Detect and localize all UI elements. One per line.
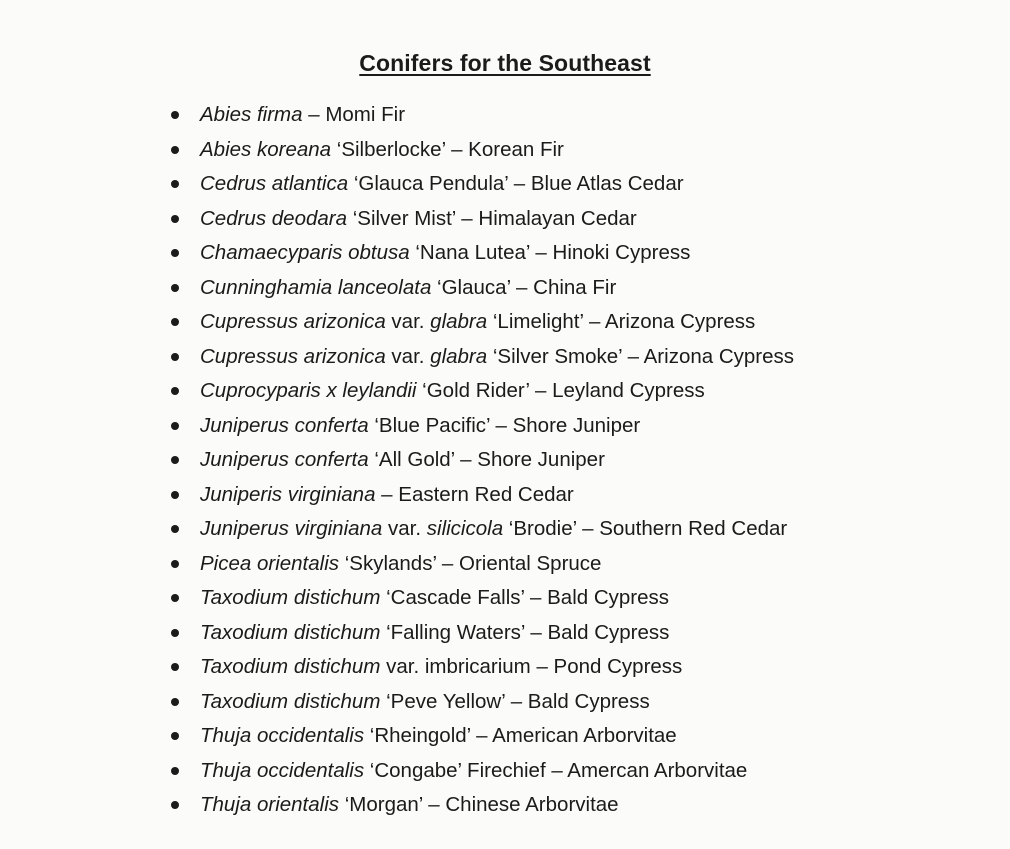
bullet-icon bbox=[171, 491, 179, 499]
list-item bbox=[170, 650, 794, 685]
cultivar-common-name-text: ‘Silberlocke’ – Korean Fir bbox=[331, 137, 564, 161]
list-item bbox=[170, 409, 794, 444]
scientific-name-text: Taxodium distichum bbox=[200, 655, 381, 678]
cultivar-common-name-text: ‘Limelight’ – Arizona Cypress bbox=[487, 310, 756, 333]
scientific-name-text: Thuja occidentalis bbox=[200, 758, 365, 782]
cultivar-common-name-text: ‘Rheingold’ – American Arborvitae bbox=[364, 724, 677, 747]
scientific-name-text: Abies firma bbox=[200, 103, 303, 126]
scientific-name-text: Juniperus virginiana bbox=[200, 517, 383, 540]
cultivar-common-name-text: ‘Skylands’ – Oriental Spruce bbox=[339, 551, 602, 575]
bullet-icon bbox=[171, 629, 179, 637]
scientific-name-text: Cupressus arizonica bbox=[200, 310, 386, 333]
list-item bbox=[170, 581, 794, 616]
scientific-name-text: Picea orientalis bbox=[200, 551, 340, 575]
bullet-icon bbox=[171, 767, 179, 775]
bullet-icon bbox=[171, 698, 179, 706]
list-item bbox=[170, 547, 794, 582]
bullet-icon bbox=[171, 146, 179, 154]
scientific-name-text: glabra bbox=[430, 344, 488, 368]
cultivar-common-name-text: ‘Blue Pacific’ – Shore Juniper bbox=[368, 413, 641, 437]
cultivar-common-name-text: var. imbricarium – Pond Cypress bbox=[380, 655, 683, 678]
cultivar-common-name-text: ‘Glauca’ – China Fir bbox=[431, 275, 617, 299]
list-item bbox=[170, 685, 794, 720]
bullet-icon bbox=[171, 801, 179, 809]
cultivar-common-name-text: ‘All Gold’ – Shore Juniper bbox=[368, 448, 605, 471]
cultivar-common-name-text: ‘Brodie’ – Southern Red Cedar bbox=[503, 517, 788, 540]
scientific-name-text: Taxodium distichum bbox=[200, 689, 381, 713]
scientific-name-text: Thuja occidentalis bbox=[200, 724, 365, 747]
scientific-name-text: Thuja orientalis bbox=[200, 793, 340, 816]
cultivar-common-name-text: ‘Falling Waters’ – Bald Cypress bbox=[380, 620, 670, 644]
list-item bbox=[170, 236, 794, 271]
bullet-icon bbox=[171, 732, 179, 740]
bullet-icon bbox=[171, 111, 179, 119]
bullet-icon bbox=[171, 387, 179, 395]
scientific-name-text: Taxodium distichum bbox=[200, 586, 381, 609]
bullet-icon bbox=[171, 249, 179, 257]
cultivar-common-name-text: var. bbox=[382, 517, 427, 540]
list-item bbox=[170, 340, 794, 375]
scientific-name-text: silicicola bbox=[426, 517, 504, 540]
list-item bbox=[170, 374, 794, 409]
scientific-name-text: Juniperis virginiana bbox=[200, 482, 376, 506]
list-item bbox=[170, 443, 794, 478]
scientific-name-text: Cuprocyparis x leylandii bbox=[200, 379, 417, 402]
cultivar-common-name-text: ‘Gold Rider’ – Leyland Cypress bbox=[416, 379, 705, 402]
bullet-icon bbox=[171, 318, 179, 326]
scientific-name-text: glabra bbox=[430, 310, 488, 333]
cultivar-common-name-text: var. bbox=[385, 310, 431, 333]
scientific-name-text: Cedrus atlantica bbox=[200, 172, 349, 195]
bullet-icon bbox=[171, 560, 179, 568]
scientific-name-text: Chamaecyparis obtusa bbox=[200, 241, 410, 264]
cultivar-common-name-text: ‘Peve Yellow’ – Bald Cypress bbox=[380, 689, 650, 713]
list-item bbox=[170, 167, 794, 202]
scientific-name-text: Abies koreana bbox=[200, 137, 332, 161]
list-item bbox=[170, 271, 794, 306]
cultivar-common-name-text: ‘Congabe’ Firechief – Amercan Arborvitae bbox=[364, 758, 748, 782]
scientific-name-text: Taxodium distichum bbox=[200, 620, 381, 644]
cultivar-common-name-text: – Momi Fir bbox=[302, 103, 406, 126]
scientific-name-text: Cedrus deodara bbox=[200, 206, 348, 230]
cultivar-common-name-text: ‘Silver Smoke’ – Arizona Cypress bbox=[487, 344, 795, 368]
bullet-icon bbox=[171, 525, 179, 533]
bullet-icon bbox=[171, 284, 179, 292]
cultivar-common-name-text: ‘Glauca Pendula’ – Blue Atlas Cedar bbox=[348, 172, 684, 195]
list-item bbox=[170, 133, 794, 168]
scientific-name-text: Juniperus conferta bbox=[200, 413, 369, 437]
scientific-name-text: Cunninghamia lanceolata bbox=[200, 275, 432, 299]
list-item bbox=[170, 788, 794, 823]
bullet-icon bbox=[171, 215, 179, 223]
list-item bbox=[170, 98, 794, 133]
bullet-icon bbox=[171, 456, 179, 464]
bullet-icon bbox=[171, 422, 179, 430]
cultivar-common-name-text: – Eastern Red Cedar bbox=[375, 482, 574, 506]
list-item bbox=[170, 754, 794, 789]
bullet-icon bbox=[171, 663, 179, 671]
list-item bbox=[170, 202, 794, 237]
bullet-icon bbox=[171, 594, 179, 602]
cultivar-common-name-text: ‘Cascade Falls’ – Bald Cypress bbox=[380, 586, 670, 609]
bullet-icon bbox=[171, 180, 179, 188]
scientific-name-text: Cupressus arizonica bbox=[200, 344, 386, 368]
list-item bbox=[170, 616, 794, 651]
list-item bbox=[170, 512, 794, 547]
cultivar-common-name-text: ‘Morgan’ – Chinese Arborvitae bbox=[339, 793, 619, 816]
scientific-name-text: Juniperus conferta bbox=[200, 448, 369, 471]
list-item bbox=[170, 305, 794, 340]
page-title: Conifers for the Southeast bbox=[359, 50, 651, 76]
bullet-icon bbox=[171, 353, 179, 361]
conifer-list bbox=[170, 98, 794, 823]
cultivar-common-name-text: ‘Nana Lutea’ – Hinoki Cypress bbox=[409, 241, 691, 264]
list-item bbox=[170, 719, 794, 754]
list-item bbox=[170, 478, 794, 513]
cultivar-common-name-text: var. bbox=[385, 344, 431, 368]
cultivar-common-name-text: ‘Silver Mist’ – Himalayan Cedar bbox=[347, 206, 637, 230]
